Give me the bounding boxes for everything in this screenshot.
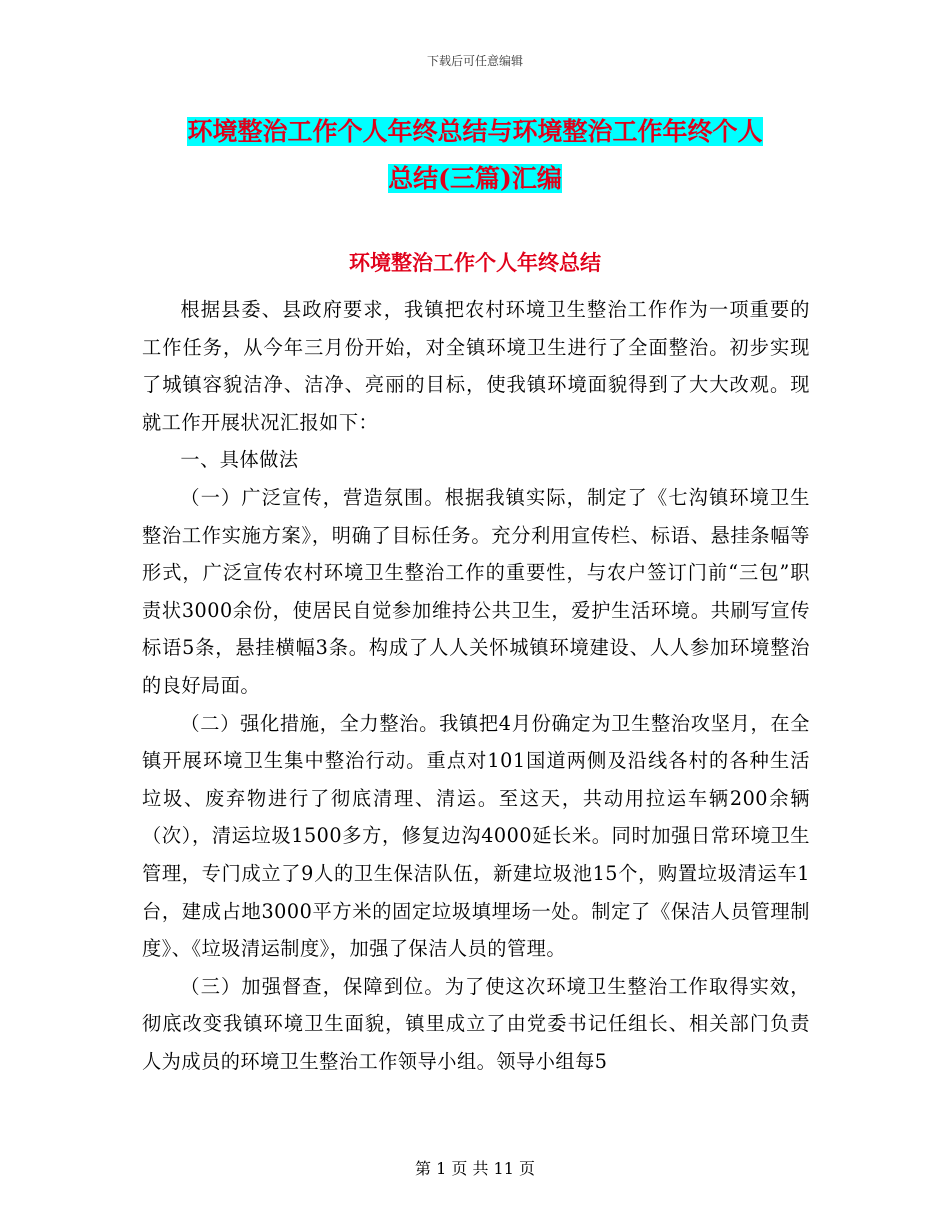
document-title-line-2: 总结(三篇)汇编 <box>388 164 562 193</box>
paragraph-measures: （二）强化措施，全力整治。我镇把4月份确定为卫生整治攻坚月，在全镇开展环境卫生集中整治行动。重点对101国道两侧及沿线各村的各种生活垃圾、废弃物进行了彻底清理、清运。至这天，共动用拉运车辆200余辆（次），清运垃圾1500多方，修复边沟4000延长米。同时加强日常环境卫生管理，专门成立了9人的卫生保洁队伍，新建垃圾池15个，购置垃圾清运车1台，建成占地3000平方米的固定垃圾填埋场一处。制定了《保洁人员管理制度》、《垃圾清运制度》，加强了保洁人员的管理。 <box>142 711 810 961</box>
page-number-footer: 第 1 页 共 11 页 <box>415 1159 535 1178</box>
paragraph-intro: 根据县委、县政府要求，我镇把农村环境卫生整治工作作为一项重要的工作任务，从今年三月份开始，对全镇环境卫生进行了全面整治。初步实现了城镇容貌洁净、洁净、亮丽的目标，使我镇环境面貌得到了大大改观。现就工作开展状况汇报如下： <box>142 298 810 434</box>
document-title <box>140 108 810 202</box>
section-title: 环境整治工作个人年终总结 <box>349 250 601 275</box>
body-text <box>142 291 810 1080</box>
document-title-line-1: 环境整治工作个人年终总结与环境整治工作年终个人 <box>187 117 763 146</box>
paragraph-heading-methods: 一、具体做法 <box>180 448 299 472</box>
paragraph-publicity: （一）广泛宣传，营造氛围。根据我镇实际，制定了《七沟镇环境卫生整治工作实施方案》，明确了目标任务。充分利用宣传栏、标语、悬挂条幅等形式，广泛宣传农村环境卫生整治工作的重要性，与农户签订门前“三包”职责状3000余份，使居民自觉参加维持公共卫生，爱护生活环境。共刷写宣传标语5条，悬挂横幅3条。构成了人人关怀城镇环境建设、人人参加环境整治的良好局面。 <box>142 485 810 697</box>
page-header-note: 下载后可任意编辑 <box>426 54 523 68</box>
paragraph-supervision: （三）加强督查，保障到位。为了使这次环境卫生整治工作取得实效，彻底改变我镇环境卫生面貌，镇里成立了由党委书记任组长、相关部门负责人为成员的环境卫生整治工作领导小组。领导小组每5 <box>142 974 810 1073</box>
